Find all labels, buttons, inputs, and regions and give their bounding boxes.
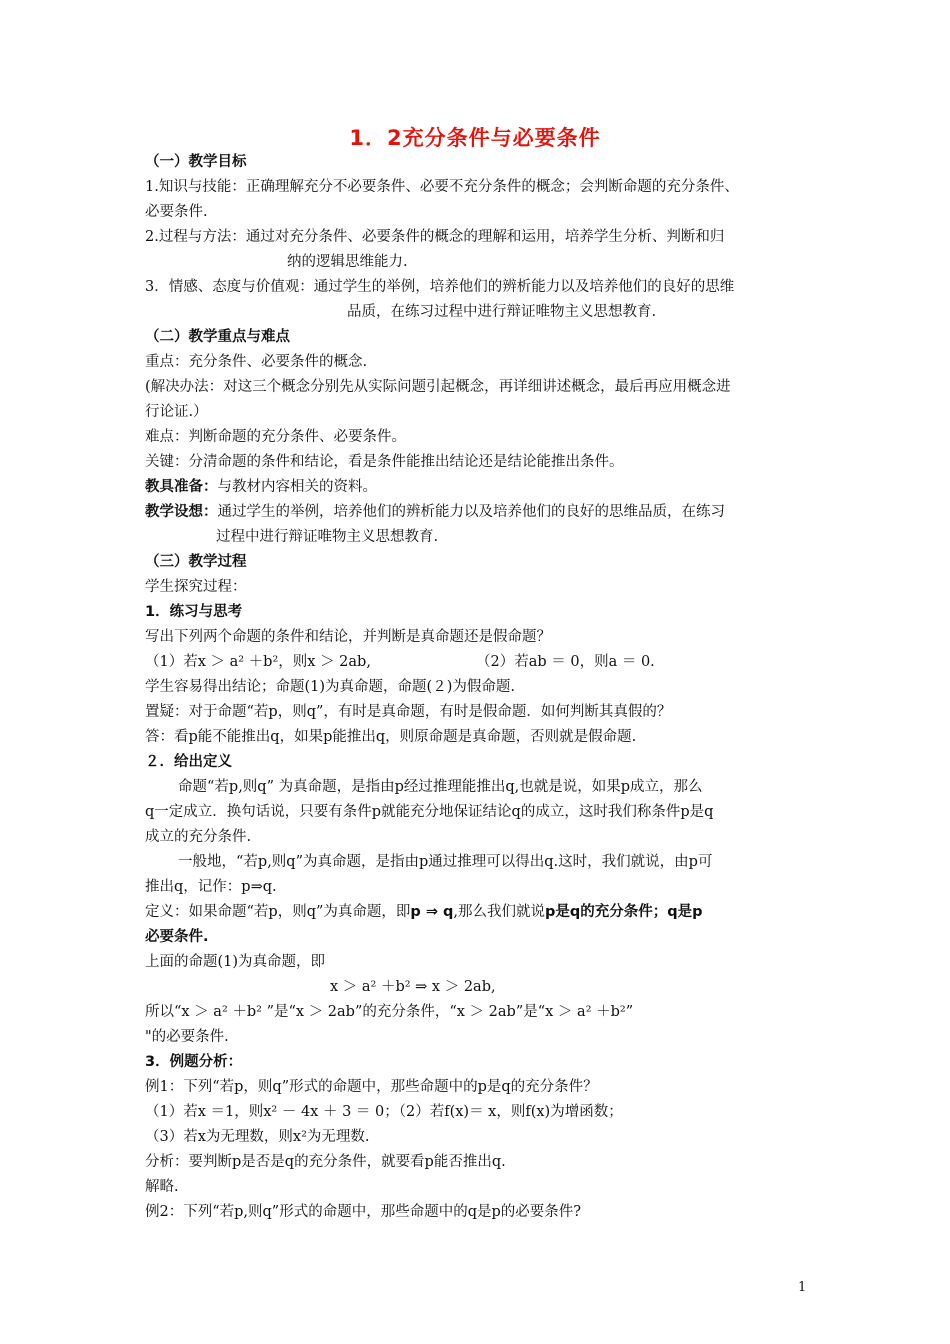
paragraph-line: 学生容易得出结论；命题(1)为真命题，命题(２)为假命题. bbox=[145, 679, 515, 695]
paragraph-line bbox=[145, 502, 725, 522]
paragraph-line bbox=[145, 477, 377, 497]
paragraph-line: q一定成立．换句话说，只要有条件p就能充分地保证结论q的成立，这时我们称条件p是q bbox=[145, 804, 714, 820]
paragraph-line: 推出q，记作：p⇒q. bbox=[145, 879, 277, 895]
paragraph-line: 例2：下列“若p,则q”形式的命题中，那些命题中的q是p的必要条件? bbox=[145, 1204, 582, 1220]
subsection-heading: 3．例题分析： bbox=[145, 1054, 243, 1070]
paragraph-line: 写出下列两个命题的条件和结论，并判断是真命题还是假命题？ bbox=[145, 629, 551, 645]
definition-line bbox=[145, 902, 703, 922]
paragraph-line: (解决办法：对这三个概念分别先从实际问题引起概念，再详细讲述概念，最后再应用概念进 bbox=[145, 379, 731, 395]
paragraph-line: 例1：下列“若p，则q”形式的命题中，那些命题中的p是q的充分条件？ bbox=[145, 1079, 598, 1095]
label-teaching-aids: 教具准备： bbox=[145, 479, 218, 495]
paragraph-line: 纳的逻辑思维能力. bbox=[287, 254, 408, 270]
paragraph-line: 置疑：对于命题“若p，则q”，有时是真命题，有时是假命题．如何判断其真假的？ bbox=[145, 704, 672, 720]
paragraph-line: 难点：判断命题的充分条件、必要条件。 bbox=[145, 429, 406, 445]
paragraph-line: 上面的命题(1)为真命题，即 bbox=[145, 954, 326, 970]
paragraph-line: 所以“x ＞ a² ＋b² ”是“x ＞ 2ab”的充分条件，“x ＞ 2ab”是“x ＞ a² ＋b²” bbox=[145, 1004, 634, 1020]
paragraph-line: 品质，在练习过程中进行辩证唯物主义思想教育. bbox=[347, 304, 657, 320]
paragraph-line: （3）若x为无理数，则x²为无理数. bbox=[145, 1129, 370, 1145]
paragraph-line: （2）若ab ＝ 0，则a ＝ 0. bbox=[476, 654, 655, 670]
paragraph-line: 一般地，“若p,则q”为真命题，是指由p通过推理可以得出q.这时，我们就说，由p可 bbox=[178, 854, 713, 870]
paragraph-line: 3．情感、态度与价值观：通过学生的举例，培养他们的辨析能力以及培养他们的良好的思维 bbox=[145, 279, 735, 295]
definition-implication: p ⇒ q bbox=[410, 904, 454, 920]
definition-emphasis-line: 必要条件. bbox=[145, 929, 209, 945]
label-teaching-idea: 教学设想： bbox=[145, 504, 218, 520]
page-title: 1．2充分条件与必要条件 bbox=[349, 126, 601, 150]
paragraph-line: 2.过程与方法：通过对充分条件、必要条件的概念的理解和运用，培养学生分析、判断和归 bbox=[145, 229, 725, 245]
paragraph-line: 答：看p能不能推出q，如果p能推出q，则原命题是真命题，否则就是假命题. bbox=[145, 729, 637, 745]
paragraph-line: 必要条件. bbox=[145, 204, 208, 220]
definition-text: ,那么我们就说 bbox=[453, 904, 546, 920]
subsection-heading: ２．给出定义 bbox=[145, 754, 232, 770]
paragraph-line: 分析：要判断p是否是q的充分条件，就要看p能否推出q. bbox=[145, 1154, 506, 1170]
paragraph-line: 成立的充分条件. bbox=[145, 829, 252, 845]
teaching-aids-text: 与教材内容相关的资料。 bbox=[217, 479, 377, 495]
paragraph-line: 命题“若p,则q” 为真命题，是指由p经过推理能推出q,也就是说，如果p成立，那么 bbox=[178, 779, 703, 795]
definition-text: 定义：如果命题“若p，则q”为真命题，即 bbox=[145, 904, 411, 920]
paragraph-line: （1）若x ＝1，则x² － 4x ＋ 3 ＝ 0；（2）若f(x)＝ x，则f(x)为增函数； bbox=[145, 1104, 623, 1120]
paragraph-line: 1.知识与技能：正确理解充分不必要条件、必要不充分条件的概念；会判断命题的充分条件、 bbox=[145, 179, 739, 195]
page-number: 1 bbox=[798, 1280, 807, 1295]
paragraph-line: 行论证.） bbox=[145, 404, 208, 420]
formula-line: x ＞ a² ＋b² ⇒ x ＞ 2ab, bbox=[330, 979, 496, 995]
paragraph-line: 重点：充分条件、必要条件的概念. bbox=[145, 354, 368, 370]
paragraph-line: （1）若x ＞ a² ＋b²，则x ＞ 2ab, bbox=[145, 654, 371, 670]
paragraph-line: 过程中进行辩证唯物主义思想教育. bbox=[216, 529, 439, 545]
paragraph-line: "的必要条件. bbox=[145, 1029, 229, 1045]
section-heading: （三）教学过程 bbox=[145, 554, 247, 570]
paragraph-line: 解略. bbox=[145, 1179, 179, 1195]
paragraph-line: 学生探究过程： bbox=[145, 579, 247, 595]
subsection-heading: 1．练习与思考 bbox=[145, 604, 243, 620]
definition-emphasis: p是q的充分条件；q是p bbox=[545, 904, 703, 920]
teaching-idea-text: 通过学生的举例，培养他们的辨析能力以及培养他们的良好的思维品质，在练习 bbox=[217, 504, 725, 520]
paragraph-line: 关键：分清命题的条件和结论，看是条件能推出结论还是结论能推出条件。 bbox=[145, 454, 624, 470]
section-heading: （二）教学重点与难点 bbox=[145, 329, 290, 345]
section-heading: （一）教学目标 bbox=[145, 154, 247, 170]
